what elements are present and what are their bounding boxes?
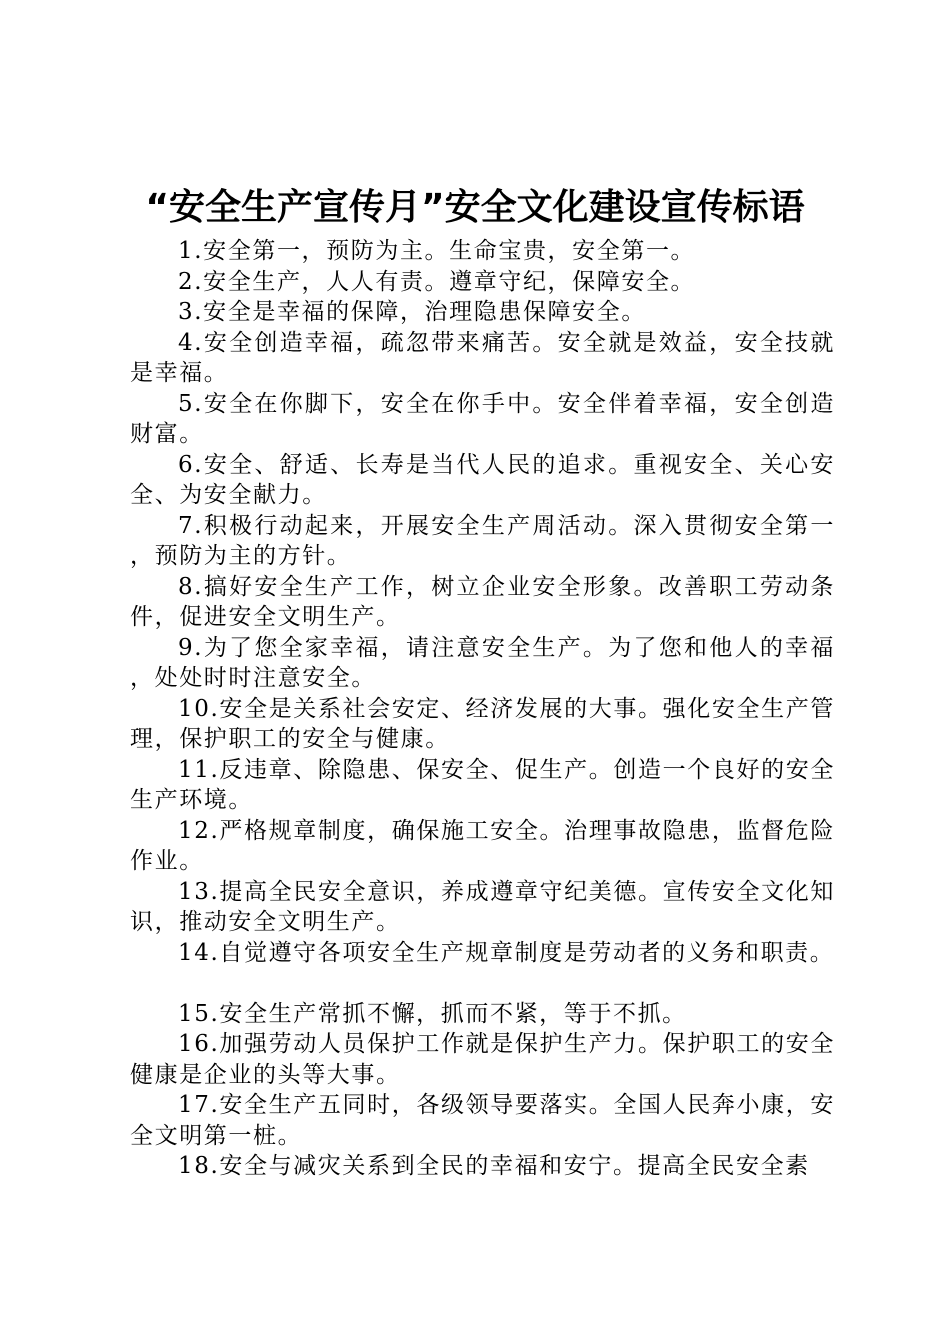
slogan-item-4: 4.安全创造幸福，疏忽带来痛苦。安全就是效益，安全技就是幸福。 <box>130 329 835 386</box>
document-title: “安全生产宣传月”安全文化建设宣传标语 <box>145 187 805 228</box>
slogan-item-11: 11.反违章、除隐患、保安全、促生产。创造一个良好的安全生产环境。 <box>130 756 835 813</box>
slogan-item-6: 6.安全、舒适、长寿是当代人民的追求。重视安全、关心安全、为安全献力。 <box>130 451 835 508</box>
slogan-list <box>130 236 835 1182</box>
slogan-item-17: 17.安全生产五同时，各级领导要落实。全国人民奔小康，安全文明第一桩。 <box>130 1092 835 1149</box>
slogan-item-13: 13.提高全民安全意识，养成遵章守纪美德。宣传安全文化知识，推动安全文明生产。 <box>130 878 835 935</box>
slogan-item-7: 7.积极行动起来，开展安全生产周活动。深入贯彻安全第一，预防为主的方针。 <box>130 512 835 569</box>
slogan-item-12: 12.严格规章制度，确保施工安全。治理事故隐患，监督危险作业。 <box>130 817 835 874</box>
slogan-item-15: 15.安全生产常抓不懈，抓而不紧，等于不抓。 <box>178 1000 687 1027</box>
slogan-item-5: 5.安全在你脚下，安全在你手中。安全伴着幸福，安全创造财富。 <box>130 390 835 447</box>
slogan-item-16: 16.加强劳动人员保护工作就是保护生产力。保护职工的安全健康是企业的头等大事。 <box>130 1031 835 1088</box>
slogan-item-10: 10.安全是关系社会安定、经济发展的大事。强化安全生产管理，保护职工的安全与健康。 <box>130 695 835 752</box>
slogan-item-9: 9.为了您全家幸福，请注意安全生产。为了您和他人的幸福，处处时时注意安全。 <box>130 634 835 691</box>
slogan-item-14: 14.自觉遵守各项安全生产规章制度是劳动者的义务和职责。 <box>178 939 835 966</box>
slogan-item-3: 3.安全是幸福的保障，治理隐患保障安全。 <box>178 299 646 325</box>
slogan-item-2: 2.安全生产，人人有责。遵章守纪，保障安全。 <box>178 268 696 295</box>
slogan-item-8: 8.搞好安全生产工作，树立企业安全形象。改善职工劳动条件，促进安全文明生产。 <box>130 573 835 630</box>
slogan-item-18: 18.安全与减灾关系到全民的幸福和安宁。提高全民安全素 <box>178 1153 810 1179</box>
slogan-item-1: 1.安全第一，预防为主。生命宝贵，安全第一。 <box>178 238 696 264</box>
